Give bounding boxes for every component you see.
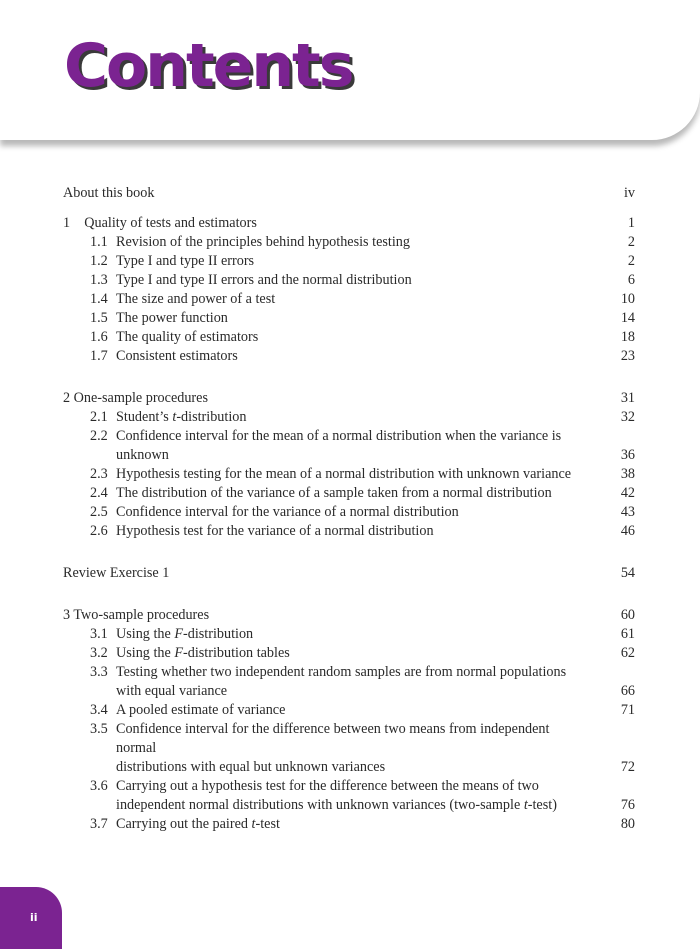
- toc-entry-page: 54: [620, 565, 635, 581]
- section-page: 23: [620, 348, 635, 364]
- section-label-italic: t: [523, 797, 528, 813]
- section-page: 14: [620, 310, 635, 326]
- section-page: 42: [620, 485, 635, 501]
- section-label: The size and power of a test: [116, 291, 276, 307]
- section-label: Testing whether two independent random samples are from normal populations: [116, 664, 567, 680]
- section-label: Type I and type II errors: [116, 253, 255, 269]
- toc-chapter-page: 31: [620, 390, 635, 406]
- toc-section-1-6[interactable]: [63, 328, 635, 347]
- section-number: 2.2: [90, 428, 108, 444]
- toc-section-2-3[interactable]: [63, 465, 635, 484]
- section-page: 71: [620, 702, 635, 718]
- toc-section-1-5[interactable]: [63, 309, 635, 328]
- section-page: 62: [620, 645, 635, 661]
- section-label-continued-post: -test): [527, 797, 557, 813]
- toc-section-2-2[interactable]: [63, 427, 635, 465]
- toc-section-1-1[interactable]: [63, 233, 635, 252]
- section-label: The distribution of the variance of a sample taken from a normal distribution: [116, 485, 552, 501]
- toc-chapter-label: 2 One-sample procedures: [63, 390, 208, 406]
- toc-chapter-page: 60: [620, 607, 635, 623]
- table-of-contents: [63, 184, 635, 834]
- section-number: 1.1: [90, 234, 108, 250]
- section-number: 2.3: [90, 466, 108, 482]
- section-label-continued-pre: independent normal distributions with unknown variances (two-sample: [116, 797, 524, 813]
- section-label: A pooled estimate of variance: [116, 702, 286, 718]
- section-page: 72: [620, 759, 635, 775]
- section-label-pre: Student’s: [116, 409, 173, 425]
- toc-section-3-5[interactable]: [63, 720, 635, 777]
- toc-section-2-5[interactable]: [63, 503, 635, 522]
- section-page: 43: [620, 504, 635, 520]
- section-number: 1.4: [90, 291, 108, 307]
- toc-entry-review-exercise[interactable]: [63, 564, 635, 583]
- section-number: 3.3: [90, 664, 108, 680]
- section-label-italic: F: [174, 626, 183, 642]
- section-page: 18: [620, 329, 635, 345]
- section-number: 3.1: [90, 626, 108, 642]
- section-number: 3.7: [90, 816, 108, 832]
- toc-entry-label: About this book: [63, 185, 155, 201]
- toc-section-3-4[interactable]: [63, 701, 635, 720]
- section-number: 1.3: [90, 272, 108, 288]
- section-label: Hypothesis testing for the mean of a normal distribution with unknown variance: [116, 466, 572, 482]
- section-label: Confidence interval for the difference between two means from independent normal: [116, 721, 550, 756]
- section-number: 3.2: [90, 645, 108, 661]
- section-label-continued: unknown: [116, 447, 169, 463]
- section-number: 1.2: [90, 253, 108, 269]
- section-label: Confidence interval for the variance of a normal distribution: [116, 504, 459, 520]
- section-number: 3.5: [90, 721, 108, 737]
- section-page: 36: [620, 447, 635, 463]
- section-label-post: -test: [255, 816, 280, 832]
- toc-chapter-3[interactable]: [63, 606, 635, 625]
- toc-section-3-1[interactable]: [63, 625, 635, 644]
- toc-chapter-page: 1: [627, 215, 635, 231]
- toc-section-1-4[interactable]: [63, 290, 635, 309]
- section-label: Carrying out a hypothesis test for the difference between the means of two: [116, 778, 539, 794]
- page-number: ii: [30, 911, 38, 924]
- page-number-tab: [0, 887, 62, 949]
- section-number: 1.6: [90, 329, 108, 345]
- toc-section-3-3[interactable]: [63, 663, 635, 701]
- toc-section-1-2[interactable]: [63, 252, 635, 271]
- section-label: Confidence interval for the mean of a normal distribution when the variance is: [116, 428, 562, 444]
- section-label-pre: Carrying out the paired: [116, 816, 252, 832]
- section-label-italic: t: [172, 409, 177, 425]
- section-number: 3.6: [90, 778, 108, 794]
- section-label-post: -distribution tables: [183, 645, 290, 661]
- toc-section-2-1[interactable]: [63, 408, 635, 427]
- toc-section-3-7[interactable]: [63, 815, 635, 834]
- section-label: Revision of the principles behind hypothesis testing: [116, 234, 410, 250]
- toc-section-2-4[interactable]: [63, 484, 635, 503]
- section-page: 32: [620, 409, 635, 425]
- section-number: 2.4: [90, 485, 108, 501]
- section-page: 46: [620, 523, 635, 539]
- section-label: Hypothesis test for the variance of a normal distribution: [116, 523, 434, 539]
- section-number: 3.4: [90, 702, 108, 718]
- page-title: Contents: [64, 31, 353, 101]
- toc-chapter-label: 1 Quality of tests and estimators: [63, 215, 257, 231]
- section-page: 6: [627, 272, 635, 288]
- section-page: 2: [627, 234, 635, 250]
- section-label-post: -distribution: [183, 626, 254, 642]
- section-number: 2.5: [90, 504, 108, 520]
- toc-section-3-2[interactable]: [63, 644, 635, 663]
- section-page: 76: [620, 797, 635, 813]
- section-label-pre: Using the: [116, 626, 175, 642]
- section-page: 61: [620, 626, 635, 642]
- section-label-pre: Using the: [116, 645, 175, 661]
- section-label-italic: t: [251, 816, 256, 832]
- section-label-italic: F: [174, 645, 183, 661]
- toc-section-1-7[interactable]: [63, 347, 635, 366]
- section-label-post: -distribution: [176, 409, 247, 425]
- section-label-continued: with equal variance: [116, 683, 228, 699]
- section-number: 2.6: [90, 523, 108, 539]
- toc-chapter-2[interactable]: [63, 389, 635, 408]
- section-label: Type I and type II errors and the normal distribution: [116, 272, 412, 288]
- toc-chapter-label: 3 Two-sample procedures: [63, 607, 210, 623]
- section-page: 38: [620, 466, 635, 482]
- toc-entry-about[interactable]: [63, 184, 635, 203]
- section-page: 2: [627, 253, 635, 269]
- section-number: 1.5: [90, 310, 108, 326]
- section-label: Consistent estimators: [116, 348, 238, 364]
- section-number: 2.1: [90, 409, 108, 425]
- section-page: 10: [620, 291, 635, 307]
- toc-section-1-3[interactable]: [63, 271, 635, 290]
- toc-chapter-1[interactable]: [63, 214, 635, 233]
- toc-entry-label: Review Exercise 1: [63, 565, 170, 581]
- toc-section-3-6[interactable]: [63, 777, 635, 815]
- section-page: 66: [620, 683, 635, 699]
- toc-section-2-6[interactable]: [63, 522, 635, 541]
- toc-entry-page: iv: [623, 185, 635, 201]
- section-page: 80: [620, 816, 635, 832]
- section-label: The power function: [116, 310, 228, 326]
- section-number: 1.7: [90, 348, 108, 364]
- section-label: The quality of estimators: [116, 329, 259, 345]
- header-banner: [0, 0, 700, 140]
- section-label-continued: distributions with equal but unknown variances: [116, 759, 386, 775]
